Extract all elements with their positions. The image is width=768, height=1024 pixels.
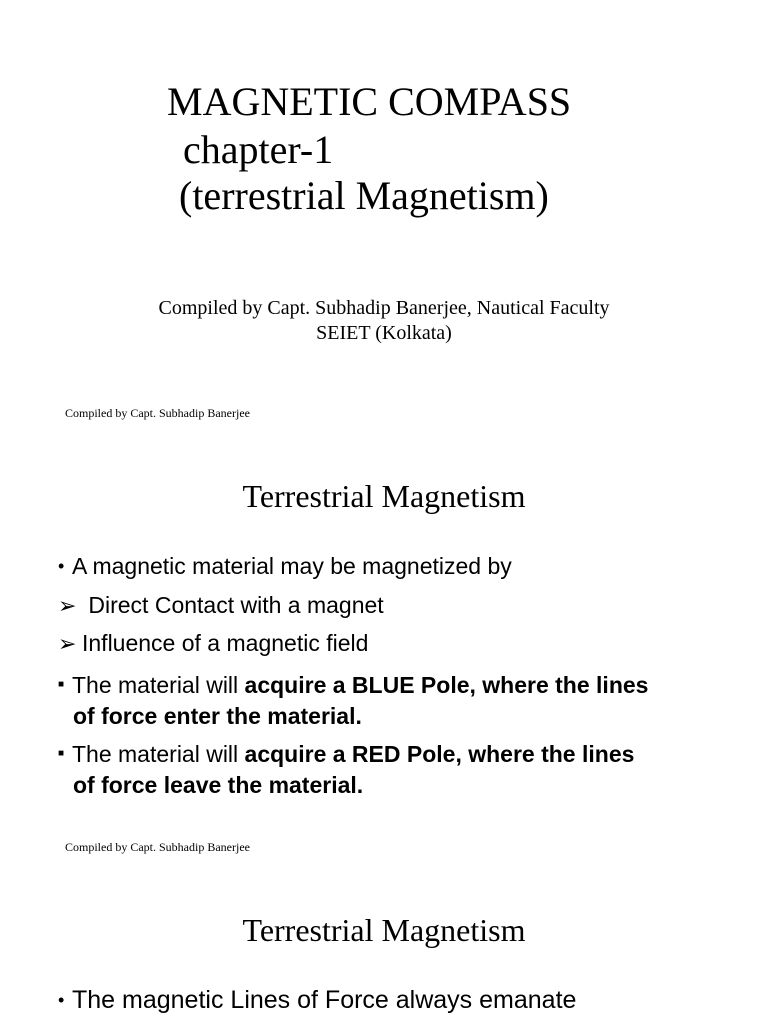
chapter-label: chapter-1 [183,127,334,172]
arrow-item: ➢ Influence of a magnetic field [58,628,738,659]
square-item: ■ The material will acquire a BLUE Pole, where the lines of force enter the material. [58,669,738,732]
slide-title: MAGNETIC COMPASS [167,79,572,124]
credit-line-2: SEIET (Kolkata) [316,322,452,344]
bullet-item: • The magnetic Lines of Force always emanate [58,986,577,1014]
slide-subtitle: (terrestrial Magnetism) [179,173,549,218]
bullet-dot-icon: • [58,990,65,1010]
bullet-dot-icon: • [58,556,65,576]
arrow-item: ➢ Direct Contact with a magnet [58,590,738,621]
slide-heading: Terrestrial Magnetism [242,912,526,948]
slide-heading: Terrestrial Magnetism [242,478,526,514]
bullet-item: • A magnetic material may be magnetized by [58,551,738,582]
credit-line-1: Compiled by Capt. Subhadip Banerjee, Nautical Faculty [158,297,610,319]
slide-footer: Compiled by Capt. Subhadip Banerjee [65,406,250,420]
square-bullet-icon: ■ [58,679,65,690]
square-bullet-icon: ■ [58,748,65,759]
arrow-bullet-icon: ➢ [58,631,77,656]
slide-footer: Compiled by Capt. Subhadip Banerjee [65,840,250,854]
square-item: ■ The material will acquire a RED Pole, where the lines of force leave the material. [58,738,738,801]
arrow-bullet-icon: ➢ [58,593,77,618]
